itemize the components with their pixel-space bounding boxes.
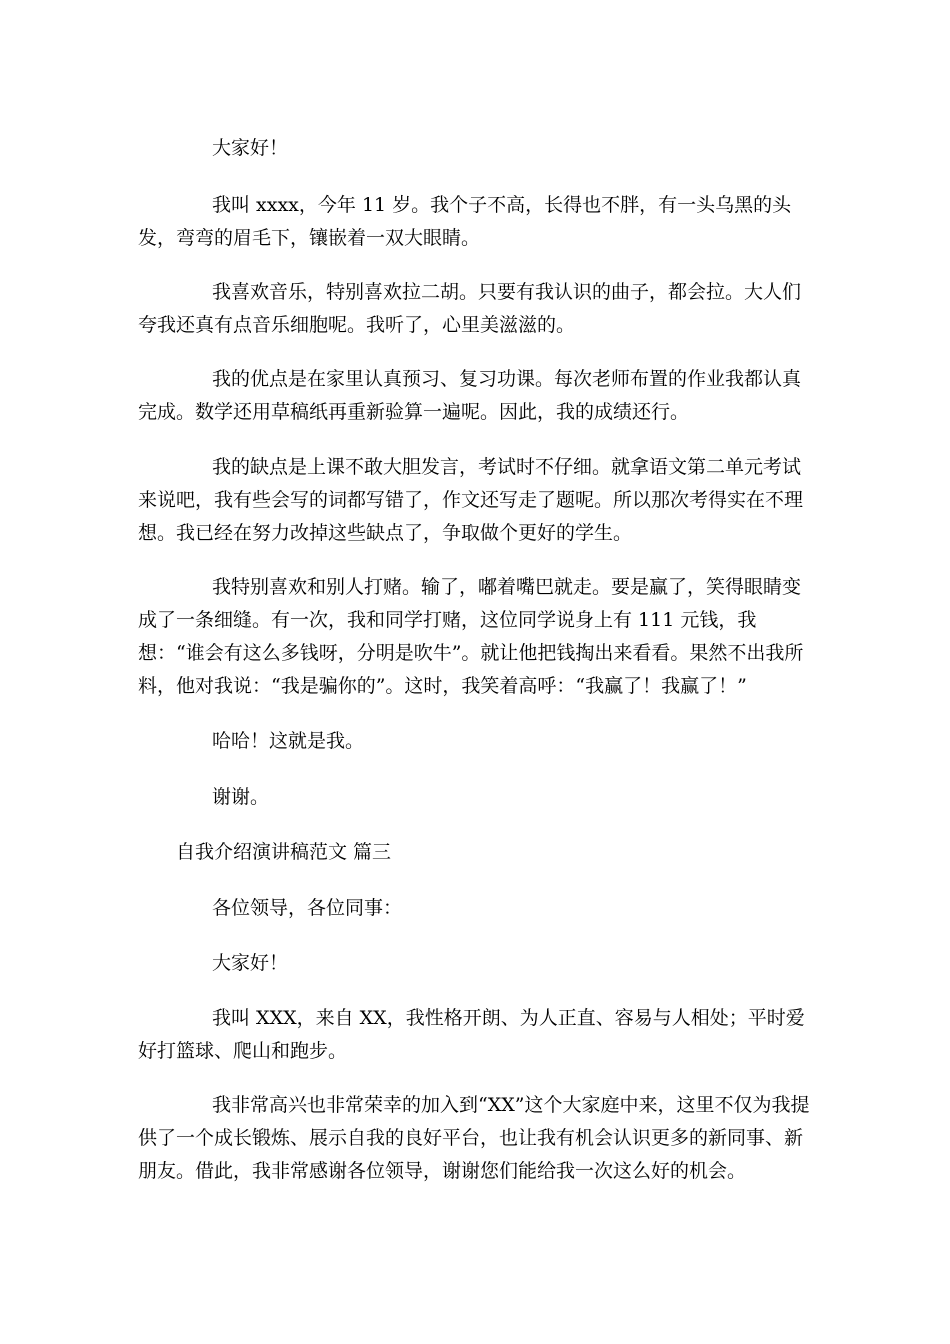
paragraph-greeting: 大家好！ xyxy=(212,137,289,159)
paragraph-thanks: 谢谢。 xyxy=(212,786,270,808)
paragraph-self-intro: 我叫 XXX，来自 XX，我性格开朗、为人正直、容易与人相处；平时爱好打篮球、爬山和跑步。 xyxy=(138,1007,805,1062)
paragraph-weaknesses: 我的缺点是上课不敢大胆发言，考试时不仔细。就拿语文第二单元考试来说吧，我有些会写的词都写错了，作文还写走了题呢。所以那次考得实在不理想。我已经在努力改掉这些缺点了，争取做个更好的学生。 xyxy=(138,456,804,544)
paragraph-music: 我喜欢音乐，特别喜欢拉二胡。只要有我认识的曲子，都会拉。大人们夸我还真有点音乐细胞呢。我听了，心里美滋滋的。 xyxy=(138,281,802,336)
paragraph-salutation: 各位领导，各位同事： xyxy=(212,897,403,919)
paragraph-greeting-2: 大家好！ xyxy=(212,952,289,974)
paragraph-haha: 哈哈！这就是我。 xyxy=(212,730,365,752)
paragraph-gratitude: 我非常高兴也非常荣幸的加入到“XX”这个大家庭中来，这里不仅为我提供了一个成长锻炼、展示自我的良好平台，也让我有机会认识更多的新同事、新朋友。借此，我非常感谢各位领导，谢谢您们能给我一次这么好的机会。 xyxy=(138,1094,810,1182)
paragraph-strengths: 我的优点是在家里认真预习、复习功课。每次老师布置的作业我都认真完成。数学还用草稿纸再重新验算一遍呢。因此，我的成绩还行。 xyxy=(138,368,802,423)
section-heading: 自我介绍演讲稿范文 篇三 xyxy=(176,841,392,863)
paragraph-intro: 我叫 xxxx，今年 11 岁。我个子不高，长得也不胖，有一头乌黑的头发，弯弯的眉毛下，镶嵌着一双大眼睛。 xyxy=(138,194,792,249)
paragraph-betting: 我特别喜欢和别人打赌。输了，嘟着嘴巴就走。要是赢了，笑得眼睛变成了一条细缝。有一次，我和同学打赌，这位同学说身上有 111 元钱，我想：“谁会有这么多钱呀，分明是吹牛”。就让他把钱掏出来看看。果然不出我所料，他对我说：“我是骗你的”。这时，我笑着高呼：“我赢了！我赢了！” xyxy=(138,576,804,697)
